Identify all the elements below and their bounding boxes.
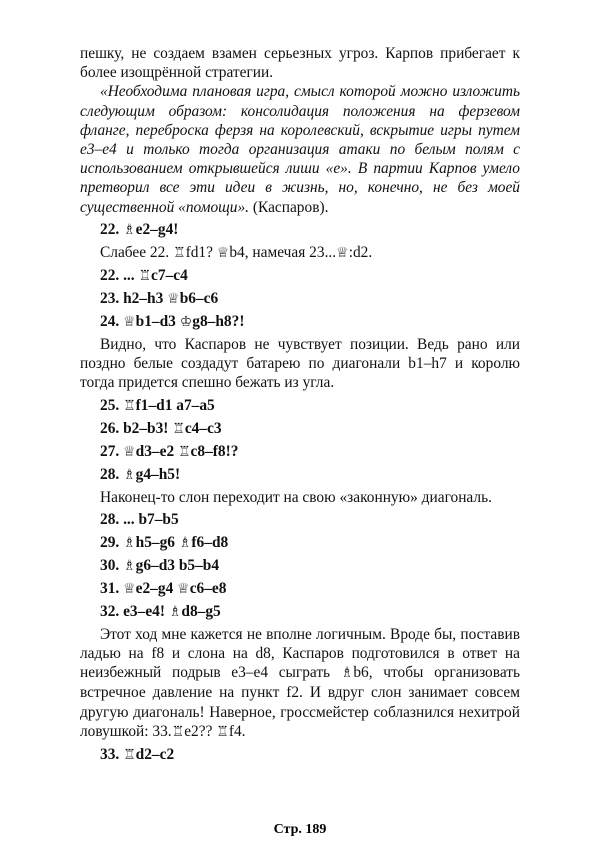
move-24: 24. ♕b1–d3 ♔g8–h8?! (100, 313, 245, 331)
rook-icon: ♖ (123, 397, 136, 414)
move-29: 29. ♗h5–g6 ♗f6–d8 (100, 533, 229, 551)
move-22: 22. ♗e2–g4! (100, 220, 179, 238)
queen-icon: ♕ (177, 580, 190, 597)
rook-icon: ♖ (172, 420, 185, 437)
king-icon: ♔ (179, 314, 193, 331)
move-27: 27. ♕d3–e2 ♖c8–f8!? (100, 442, 239, 460)
bishop-icon: ♗ (340, 665, 354, 682)
paragraph-analysis: Этот ход мне кажется не вполне логичным. Вроде бы, поставив ладью на f8 и слона на d8, Каспаров подготовился в ответ на неизбежный подрыв e3–e4 сыграть ♗b6, чтобы организовать встречное давление на пункт f2. И вдруг слон занимает совсем другую диагональ! Наверное, гроссмейстер соблазнился нехитрой ловушкой: 33.♖e2?? ♖f4. (80, 625, 520, 740)
move-23: 23. h2–h3 ♕b6–c6 (100, 290, 219, 308)
bishop-icon: ♗ (123, 534, 136, 551)
rook-icon: ♖ (138, 268, 152, 285)
rook-icon: ♖ (177, 443, 191, 460)
bishop-icon: ♗ (178, 534, 192, 551)
queen-icon: ♕ (336, 244, 349, 261)
move-32: 32. e3–e4! ♗d8–g5 (100, 602, 221, 620)
queen-icon: ♕ (123, 314, 136, 331)
page-number: Стр. 189 (273, 822, 327, 837)
move-22-black: 22. ... ♖c7–c4 (100, 267, 188, 285)
bishop-icon: ♗ (168, 603, 182, 620)
queen-icon: ♕ (167, 291, 180, 308)
bishop-icon: ♗ (123, 221, 136, 238)
move-30: 30. ♗g6–d3 b5–b4 (100, 556, 220, 574)
move-25: 25. ♖f1–d1 a7–a5 (100, 396, 215, 414)
queen-icon: ♕ (123, 580, 136, 597)
move-28-black: 28. ... b7–b5 (100, 510, 179, 528)
paragraph-position: Видно, что Каспаров не чувствует позиции. Ведь рано или поздно белые создадут батарею по диагонали b1–h7 и королю тогда придется спешно бежать из угла. (80, 336, 520, 392)
queen-icon: ♕ (216, 244, 230, 261)
bishop-icon: ♗ (123, 557, 136, 574)
paragraph-bishop-diagonal: Наконец-то слон переходит на свою «законную» диагональ. (100, 488, 492, 506)
quote-text: «Необходима плановая игра, смысл которой можно изложить следующим образом: консолидация положения на ферзевом фланге, переброска ферзя на королевский, вскрытие игры путем e3–e4 и только тогда организация атаки по белым полям с использованием открывшейся лиши «е». В партии Карпов умело претворил все эти идеи в жизнь, но, конечно, не без моей существенной «помощи». (80, 83, 520, 216)
move-26: 26. b2–b3! ♖c4–c3 (100, 419, 222, 437)
move-33: 33. ♖d2–c2 (100, 746, 175, 764)
move-28: 28. ♗g4–h5! (100, 465, 181, 483)
quote-author: (Каспаров). (252, 198, 329, 216)
rook-icon: ♖ (216, 723, 229, 740)
page-body (80, 44, 520, 768)
queen-icon: ♕ (123, 443, 136, 460)
note-weaker: Слабее 22. ♖fd1? ♕b4, намечая 23...♕:d2. (100, 243, 373, 261)
bishop-icon: ♗ (123, 466, 136, 483)
rook-icon: ♖ (123, 747, 136, 764)
quote-kasparov (80, 82, 520, 216)
rook-icon: ♖ (171, 723, 185, 740)
rook-icon: ♖ (173, 244, 186, 261)
paragraph-intro: пешку, не создаем взамен серьезных угроз. Карпов прибегает к более изощрённой стратегии. (80, 45, 520, 82)
move-31: 31. ♕e2–g4 ♕c6–e8 (100, 579, 227, 597)
